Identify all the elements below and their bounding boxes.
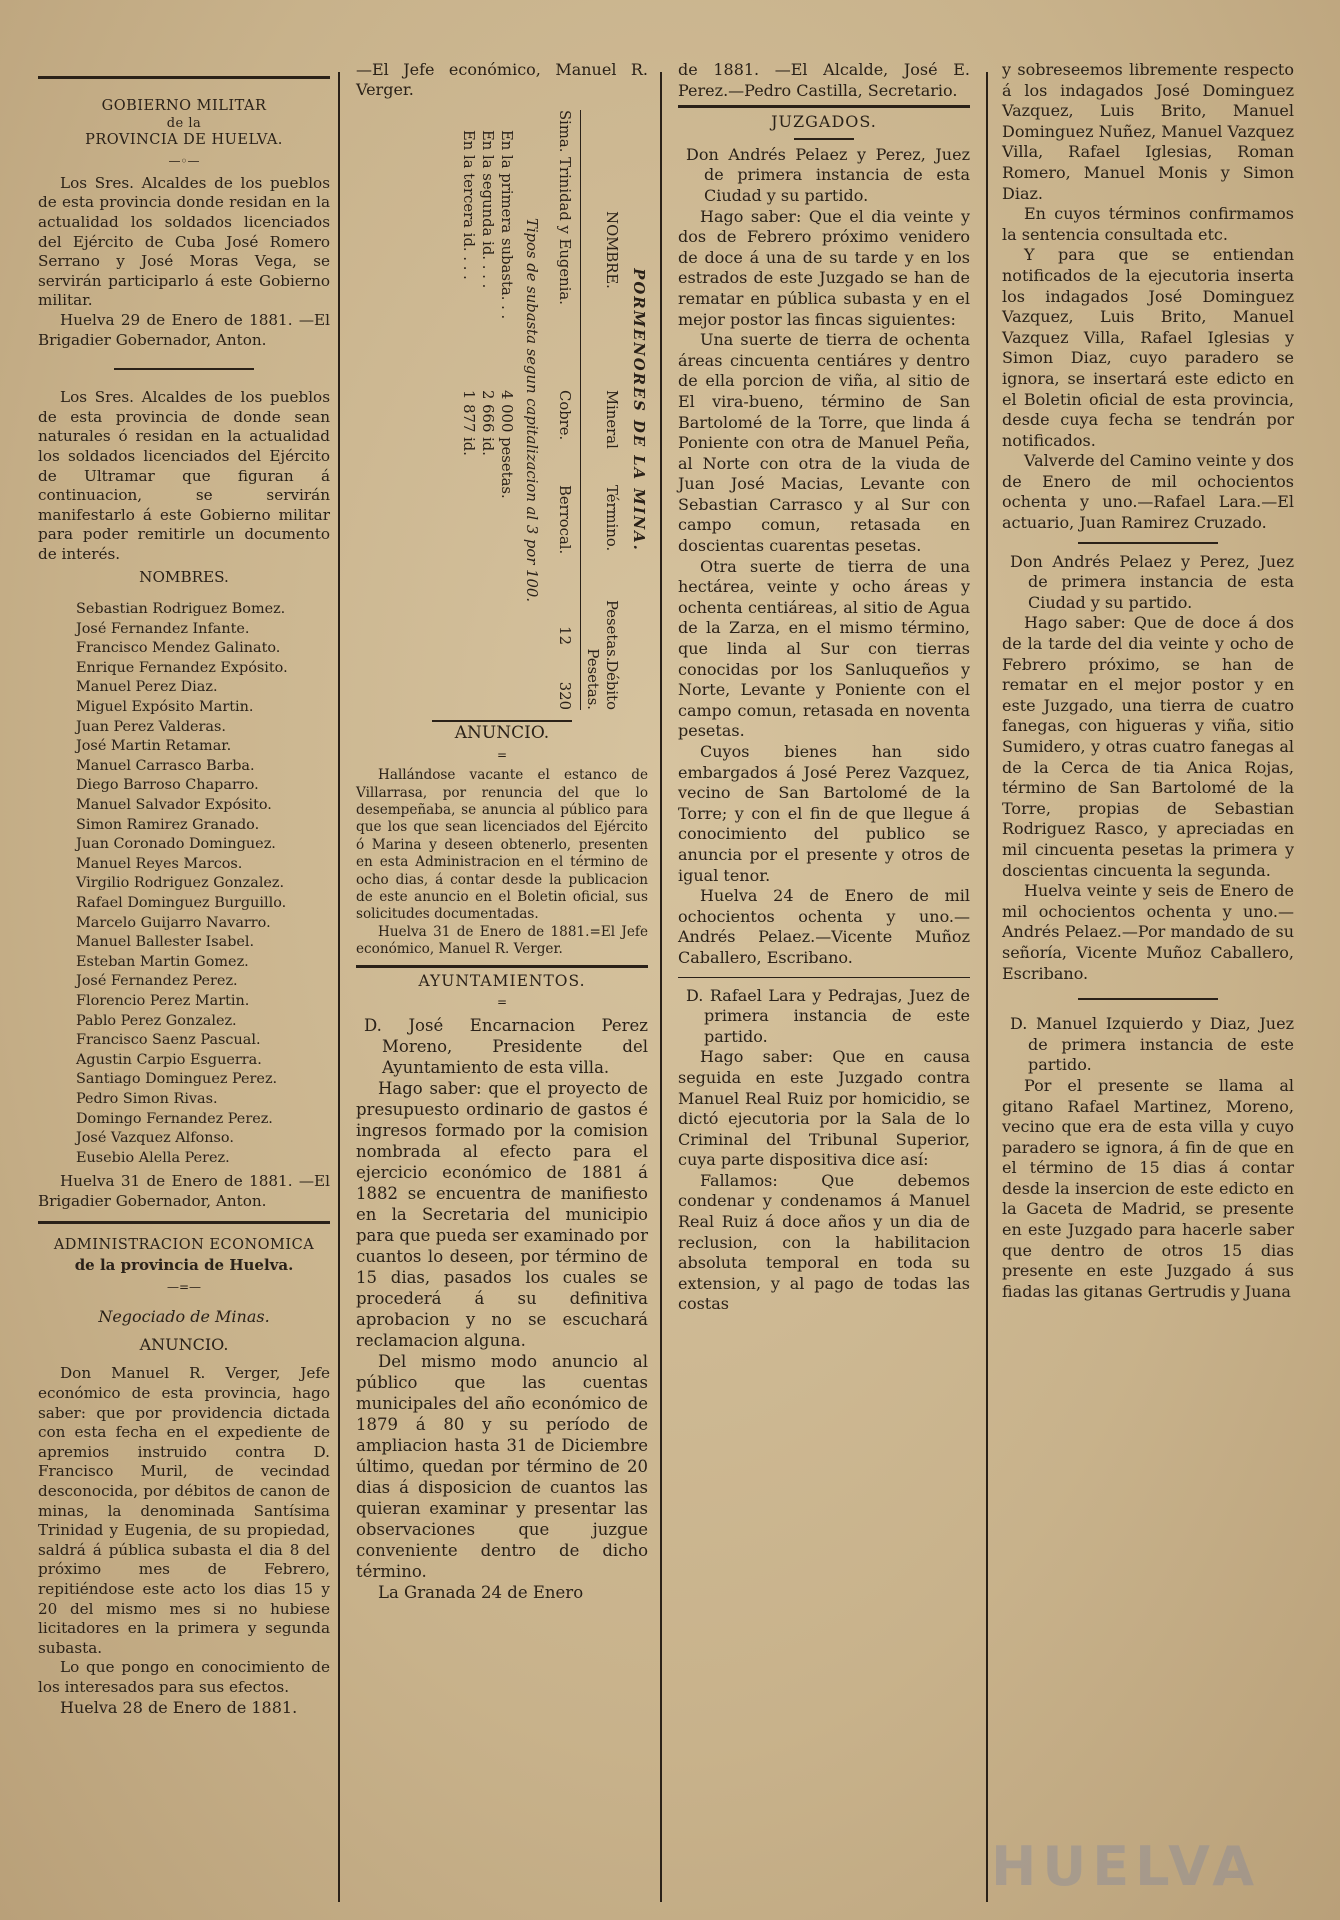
list-item: Manuel Carrasco Barba. bbox=[76, 757, 255, 774]
remate-notice: Hago saber: Que de doce á dos de la tarde del dia veinte y ocho de Febrero próximo, se han de rematar en el mejor postor y en este Juzgado, una tierra de cuatro fanegas, con higueras y viña, sitio Sumidero, y otras cuatro fanegas al de la Cerca de tia Anica Rojas, término de San Bartolomé de la Torre, propias de Sebastian Rodriguez Rasco, y apreciadas en mil cincuenta pesetas la primera y doscientas cincuenta la segunda. bbox=[1002, 613, 1294, 880]
subasta-value: 2 666 id. bbox=[479, 390, 496, 456]
notice-2: Los Sres. Alcaldes de los pueblos de esta provincia de donde sean naturales ó residan en la actualidad los soldados licenciados del Ejército de Ultramar que figuran á continuacion, se servirán manifestarlo á este Gobierno militar para poder remitirle un documento de interés. bbox=[38, 388, 330, 563]
list-item: Agustin Carpio Esguerra. bbox=[76, 1051, 262, 1068]
subasta-value: 1 877 id. bbox=[460, 390, 477, 456]
llamamiento-notice: Por el presente se llama al gitano Rafael Martinez, Moreno, vecino que era de esta villa y cuyo paradero se ignora, á fin de que en el término de 15 dias á contar desde la insercion de este edicto en la Gaceta de Madrid, se presente en este Juzgado para hacerle saber que dentro de otros 15 dias presente en este Juzgado á sus fiadas las gitanas Gertrudis y Juana bbox=[1002, 1075, 1294, 1301]
table-header bbox=[580, 110, 621, 710]
table-row bbox=[555, 110, 574, 710]
header-nombre: NOMBRE. bbox=[603, 211, 620, 289]
subasta-value: 4 000 pesetas. bbox=[498, 390, 515, 499]
column-2 bbox=[356, 60, 648, 1603]
ayuntamiento-heading: D. José Encarnacion Perez Moreno, Presidente del Ayuntamiento de esta villa. bbox=[364, 1015, 648, 1077]
subasta-row bbox=[497, 110, 516, 710]
list-item: Sebastian Rodriguez Bomez. bbox=[76, 601, 286, 618]
cell-debito: 320 bbox=[556, 681, 573, 710]
list-item: Miguel Expósito Martin. bbox=[76, 699, 254, 716]
finca-2: Otra suerte de tierra de una hectárea, veinte y ocho áreas y ochenta centiáreas, al sitio de Agua de la Zarza, en el mismo término, que linda al Sur con tierras conocidas por los Sanluqueños y Norte, Levante y Poniente con el campo comun, retasada en noventa pesetas. bbox=[678, 556, 970, 741]
notice-1-signature: Huelva 29 de Enero de 1881. —El Brigadier Gobernador, Anton. bbox=[38, 310, 330, 349]
huelva-signature: Huelva veinte y seis de Enero de mil ochocientos ochenta y uno.—Andrés Pelaez.—Por mandado de su señoría, Vicente Muñoz Caballero, Escribano. bbox=[1002, 881, 1294, 983]
column-rule bbox=[338, 72, 340, 1902]
divider bbox=[432, 720, 572, 722]
list-item: Rafael Dominguez Burguillo. bbox=[76, 894, 287, 911]
section-rule bbox=[678, 105, 970, 108]
list-item: Simon Ramirez Granado. bbox=[76, 816, 260, 833]
list-item: Francisco Saenz Pascual. bbox=[76, 1032, 261, 1049]
juez-heading: Don Andrés Pelaez y Perez, Juez de primera instancia de esta Ciudad y su partido. bbox=[1010, 551, 1294, 612]
juez-heading: D. Manuel Izquierdo y Diaz, Juez de primera instancia de este partido. bbox=[1010, 1014, 1294, 1075]
list-item: Florencio Perez Martin. bbox=[76, 992, 250, 1009]
list-item: Enrique Fernandez Expósito. bbox=[76, 659, 288, 676]
gobierno-provincia: PROVINCIA DE HUELVA. bbox=[85, 131, 283, 148]
anuncio-title: ANUNCIO. bbox=[139, 1334, 229, 1354]
list-item: Juan Perez Valderas. bbox=[76, 718, 226, 735]
list-item: Manuel Salvador Expósito. bbox=[76, 797, 272, 813]
section-rule bbox=[38, 1221, 330, 1224]
subasta-row bbox=[459, 110, 478, 710]
names-signature: Huelva 31 de Enero de 1881. —El Brigadier Gobernador, Anton. bbox=[38, 1172, 330, 1210]
list-item: José Vazquez Alfonso. bbox=[76, 1130, 234, 1147]
archive-watermark: HUELVA bbox=[991, 1835, 1260, 1898]
list-item: Manuel Reyes Marcos. bbox=[76, 855, 243, 872]
cell-mineral: Cobre. bbox=[556, 390, 573, 441]
admin-subtitle: de la provincia de Huelva. bbox=[74, 1256, 294, 1275]
mine-auction-date: Huelva 28 de Enero de 1881. bbox=[60, 1697, 298, 1717]
section-rule bbox=[356, 965, 648, 968]
cell-pesetas: 12 bbox=[556, 626, 573, 645]
mine-auction-notice: Don Manuel R. Verger, Jefe económico de esta provincia, hago saber: que por providencia dictada con esta fecha en el expediente de apremios instruido contra D. Francisco Muril, de vecindad desconocida, por débitos de canon de minas, la denominada Santísima Trinidad y Eugenia, de su propiedad, saldrá á pública subasta el dia 8 del próximo mes de Febrero, repitiéndose este acto los dias 15 y 20 del mismo mes si no hubiese licitadores en la primera y segunda subasta. bbox=[38, 1364, 330, 1657]
anuncio-title: ANUNCIO. bbox=[454, 723, 550, 743]
ornament: = bbox=[496, 995, 508, 1010]
juez-heading: Don Andrés Pelaez y Perez, Juez de primera instancia de esta Ciudad y su partido. bbox=[686, 144, 970, 205]
column-4 bbox=[1002, 60, 1294, 1302]
divider bbox=[794, 138, 854, 140]
subasta-label: En la primera subasta. . . bbox=[498, 130, 515, 320]
table-title: PORMENORES DE LA MINA. bbox=[630, 268, 647, 552]
notificacion-text: Y para que se entiendan notificados de la ejecutoria inserta los indagados José Dominguez Vazquez, Luis Brito, Manuel Vazquez Villa, Rafael Iglesias y Simon Diaz, cuyo paradero se ignora, se insertará este edicto en el Boletin oficial de esta provincia, desde cuya fecha se tendrán por notificados. bbox=[1002, 245, 1294, 450]
rotated-table bbox=[356, 110, 648, 710]
column-3 bbox=[678, 60, 970, 1315]
subasta-label: En la tercera id. . . . bbox=[460, 130, 477, 280]
subasta-title: Tipos de subasta segun capitalizacion al 3 por 100. bbox=[523, 217, 540, 603]
confirmacion-text: En cuyos términos confirmamos la sentencia consultada etc. bbox=[1002, 204, 1294, 244]
estanco-notice: Hallándose vacante el estanco de Villarrasa, por renuncia del que lo desempeñaba, se anuncia al público para que los que sean licenciados del Ejército ó Marina y deseen obtenerlo, presenten en esta Administracion en el término de ocho dias, á contar desde la publicacion de este anuncio en el Boletin oficial, sus solicitudes documentadas. bbox=[356, 767, 648, 923]
list-item: Esteban Martin Gomez. bbox=[76, 953, 249, 970]
divider bbox=[1078, 542, 1218, 544]
header-debito: Débito Pesetas. bbox=[584, 648, 620, 710]
header-pesetas: Pesetas. bbox=[603, 600, 620, 662]
list-item: Juan Coronado Dominguez. bbox=[76, 836, 276, 853]
header-termino: Término. bbox=[603, 485, 620, 552]
list-item: Marcelo Guijarro Navarro. bbox=[76, 914, 271, 931]
negociado-title: Negociado de Minas. bbox=[98, 1307, 270, 1327]
list-item: José Fernandez Infante. bbox=[76, 620, 250, 637]
fallo-text: Fallamos: Que debemos condenar y condenamos á Manuel Real Ruiz á doce años y un dia de reclusion, con la habilitacion absoluta temporal en toda su extension, y al pago de todas las costas bbox=[678, 1170, 970, 1314]
names-list bbox=[38, 600, 330, 1168]
estanco-signature: Huelva 31 de Enero de 1881.=El Jefe económico, Manuel R. Verger. bbox=[356, 923, 648, 958]
header-mineral: Mineral bbox=[603, 390, 620, 449]
gobierno-title: GOBIERNO MILITAR bbox=[101, 98, 267, 114]
column-rule bbox=[986, 72, 988, 1902]
top-rule bbox=[38, 76, 330, 79]
valverde-signature: Valverde del Camino veinte y dos de Enero de mil ochocientos ochenta y uno.—Rafael Lara.—El actuario, Juan Ramirez Cruzado. bbox=[1002, 451, 1294, 533]
mine-auction-closing: Lo que pongo en conocimiento de los interesados para sus efectos. bbox=[38, 1658, 330, 1696]
list-item: Pedro Simon Rivas. bbox=[76, 1090, 218, 1107]
list-item: Virgilio Rodriguez Gonzalez. bbox=[76, 875, 285, 892]
ornament: —=— bbox=[166, 1279, 202, 1294]
juez-heading: D. Rafael Lara y Pedrajas, Juez de primera instancia de este partido. bbox=[686, 985, 970, 1046]
cell-termino: Berrocal. bbox=[556, 485, 573, 555]
list-item: José Fernandez Perez. bbox=[76, 973, 238, 990]
presupuesto-notice: Hago saber: que el proyecto de presupuesto ordinario de gastos é ingresos formado por la comision nombrada al efecto para el ejercicio económico de 1881 á 1882 se encuentra de manifiesto en la Secretaria del municipio para que pueda ser examinado por cuantos lo deseen, por término de 15 dias, pasados los cuales se procederá á su definitiva aprobacion y no se escuchará reclamacion alguna. bbox=[356, 1078, 648, 1350]
list-item: José Martin Retamar. bbox=[76, 738, 232, 755]
column-rule bbox=[660, 72, 662, 1902]
column-1 bbox=[38, 60, 330, 1717]
gobierno-de: de la bbox=[166, 115, 202, 131]
list-item: Manuel Ballester Isabel. bbox=[76, 934, 255, 951]
ornament: = bbox=[496, 747, 508, 762]
mine-details-table bbox=[356, 104, 648, 714]
juzgados-title: JUZGADOS. bbox=[771, 112, 877, 132]
nombres-title: NOMBRES. bbox=[139, 568, 229, 587]
notice-1: Los Sres. Alcaldes de los pueblos de esta provincia donde residan en la actualidad los soldados licenciados del Ejército de Cuba José Romero Serrano y José Moras Vega, se servirán participarlo á este Gobierno militar. bbox=[38, 173, 330, 310]
list-item: Domingo Fernandez Perez. bbox=[76, 1110, 273, 1127]
jefe-signature: —El Jefe económico, Manuel R. Verger. bbox=[356, 60, 648, 99]
embargo-notice: Cuyos bienes han sido embargados á José Perez Vazquez, vecino de San Bartolomé de la Torre; y con el fin de que llegue á conocimiento del publico se anuncia por el presente y otros de igual tenor. bbox=[678, 742, 970, 885]
cell-nombre: Sima. Trinidad y Eugenia. bbox=[556, 110, 573, 305]
subasta-notice: Hago saber: Que el dia veinte y dos de Febrero próximo venidero de doce á una de su tarde y en los estrados de este Juzgado se han de rematar en pública subasta y en el mejor postor las fincas siguientes: bbox=[678, 206, 970, 329]
subasta-label: En la segunda id. . . . bbox=[479, 130, 496, 289]
divider bbox=[1078, 998, 1218, 1000]
causa-notice: Hago saber: Que en causa seguida en este Juzgado contra Manuel Real Ruiz por homicidio, se dictó ejecutoria por la Sala de lo Criminal del Tribunal Superior, cuya parte dispositiva dice así: bbox=[678, 1047, 970, 1170]
list-item: Diego Barroso Chaparro. bbox=[76, 777, 259, 794]
subasta-row bbox=[478, 110, 497, 710]
juzgado-signature: Huelva 24 de Enero de mil ochocientos ochenta y uno.—Andrés Pelaez.—Vicente Muñoz Caballero, Escribano. bbox=[678, 886, 970, 967]
divider bbox=[114, 368, 254, 370]
finca-1: Una suerte de tierra de ochenta áreas cincuenta centiáres y dentro de ella porcion de viña, al sitio de El vira-bueno, término de San Bartolomé de la Torre, que linda á Poniente con otra de Manuel Peña, al Norte con otra de la viuda de Juan José Macias, Levante con Sebastian Carrasco y al Sur con campo comun, retasada en doscientas cuarentas pesetas. bbox=[678, 330, 970, 556]
list-item: Manuel Perez Diaz. bbox=[76, 679, 218, 696]
list-item: Santiago Dominguez Perez. bbox=[76, 1071, 278, 1088]
ornament: —◦— bbox=[168, 154, 200, 169]
alcalde-signature: de 1881. —El Alcalde, José E. Perez.—Pedro Castilla, Secretario. bbox=[678, 60, 970, 100]
sobreseimiento-text: y sobreseemos libremente respecto á los indagados José Dominguez Vazquez, Luis Brito, Manuel Dominguez Nuñez, Manuel Vazquez Villa, Rafael Iglesias, Roman Romero, Manuel Monis y Simon Diaz. bbox=[1002, 60, 1294, 203]
ayuntamientos-title: AYUNTAMIENTOS. bbox=[418, 971, 586, 990]
list-item: Francisco Mendez Galinato. bbox=[76, 640, 281, 657]
ayuntamiento-date: La Granada 24 de Enero bbox=[378, 1582, 584, 1602]
list-item: Eusebio Alella Perez. bbox=[76, 1149, 230, 1166]
admin-title: ADMINISTRACION ECONOMICA bbox=[53, 1237, 315, 1254]
section-rule bbox=[678, 977, 970, 978]
list-item: Pablo Perez Gonzalez. bbox=[76, 1012, 237, 1029]
cuentas-notice: Del mismo modo anuncio al público que las cuentas municipales del año económico de 1879 á 80 y su período de ampliacion hasta 31 de Diciembre último, quedan por término de 20 dias á disposicion de cuantos las quieran examinar y presentar las observaciones que juzgue conveniente dentro de dicho término. bbox=[356, 1351, 648, 1581]
